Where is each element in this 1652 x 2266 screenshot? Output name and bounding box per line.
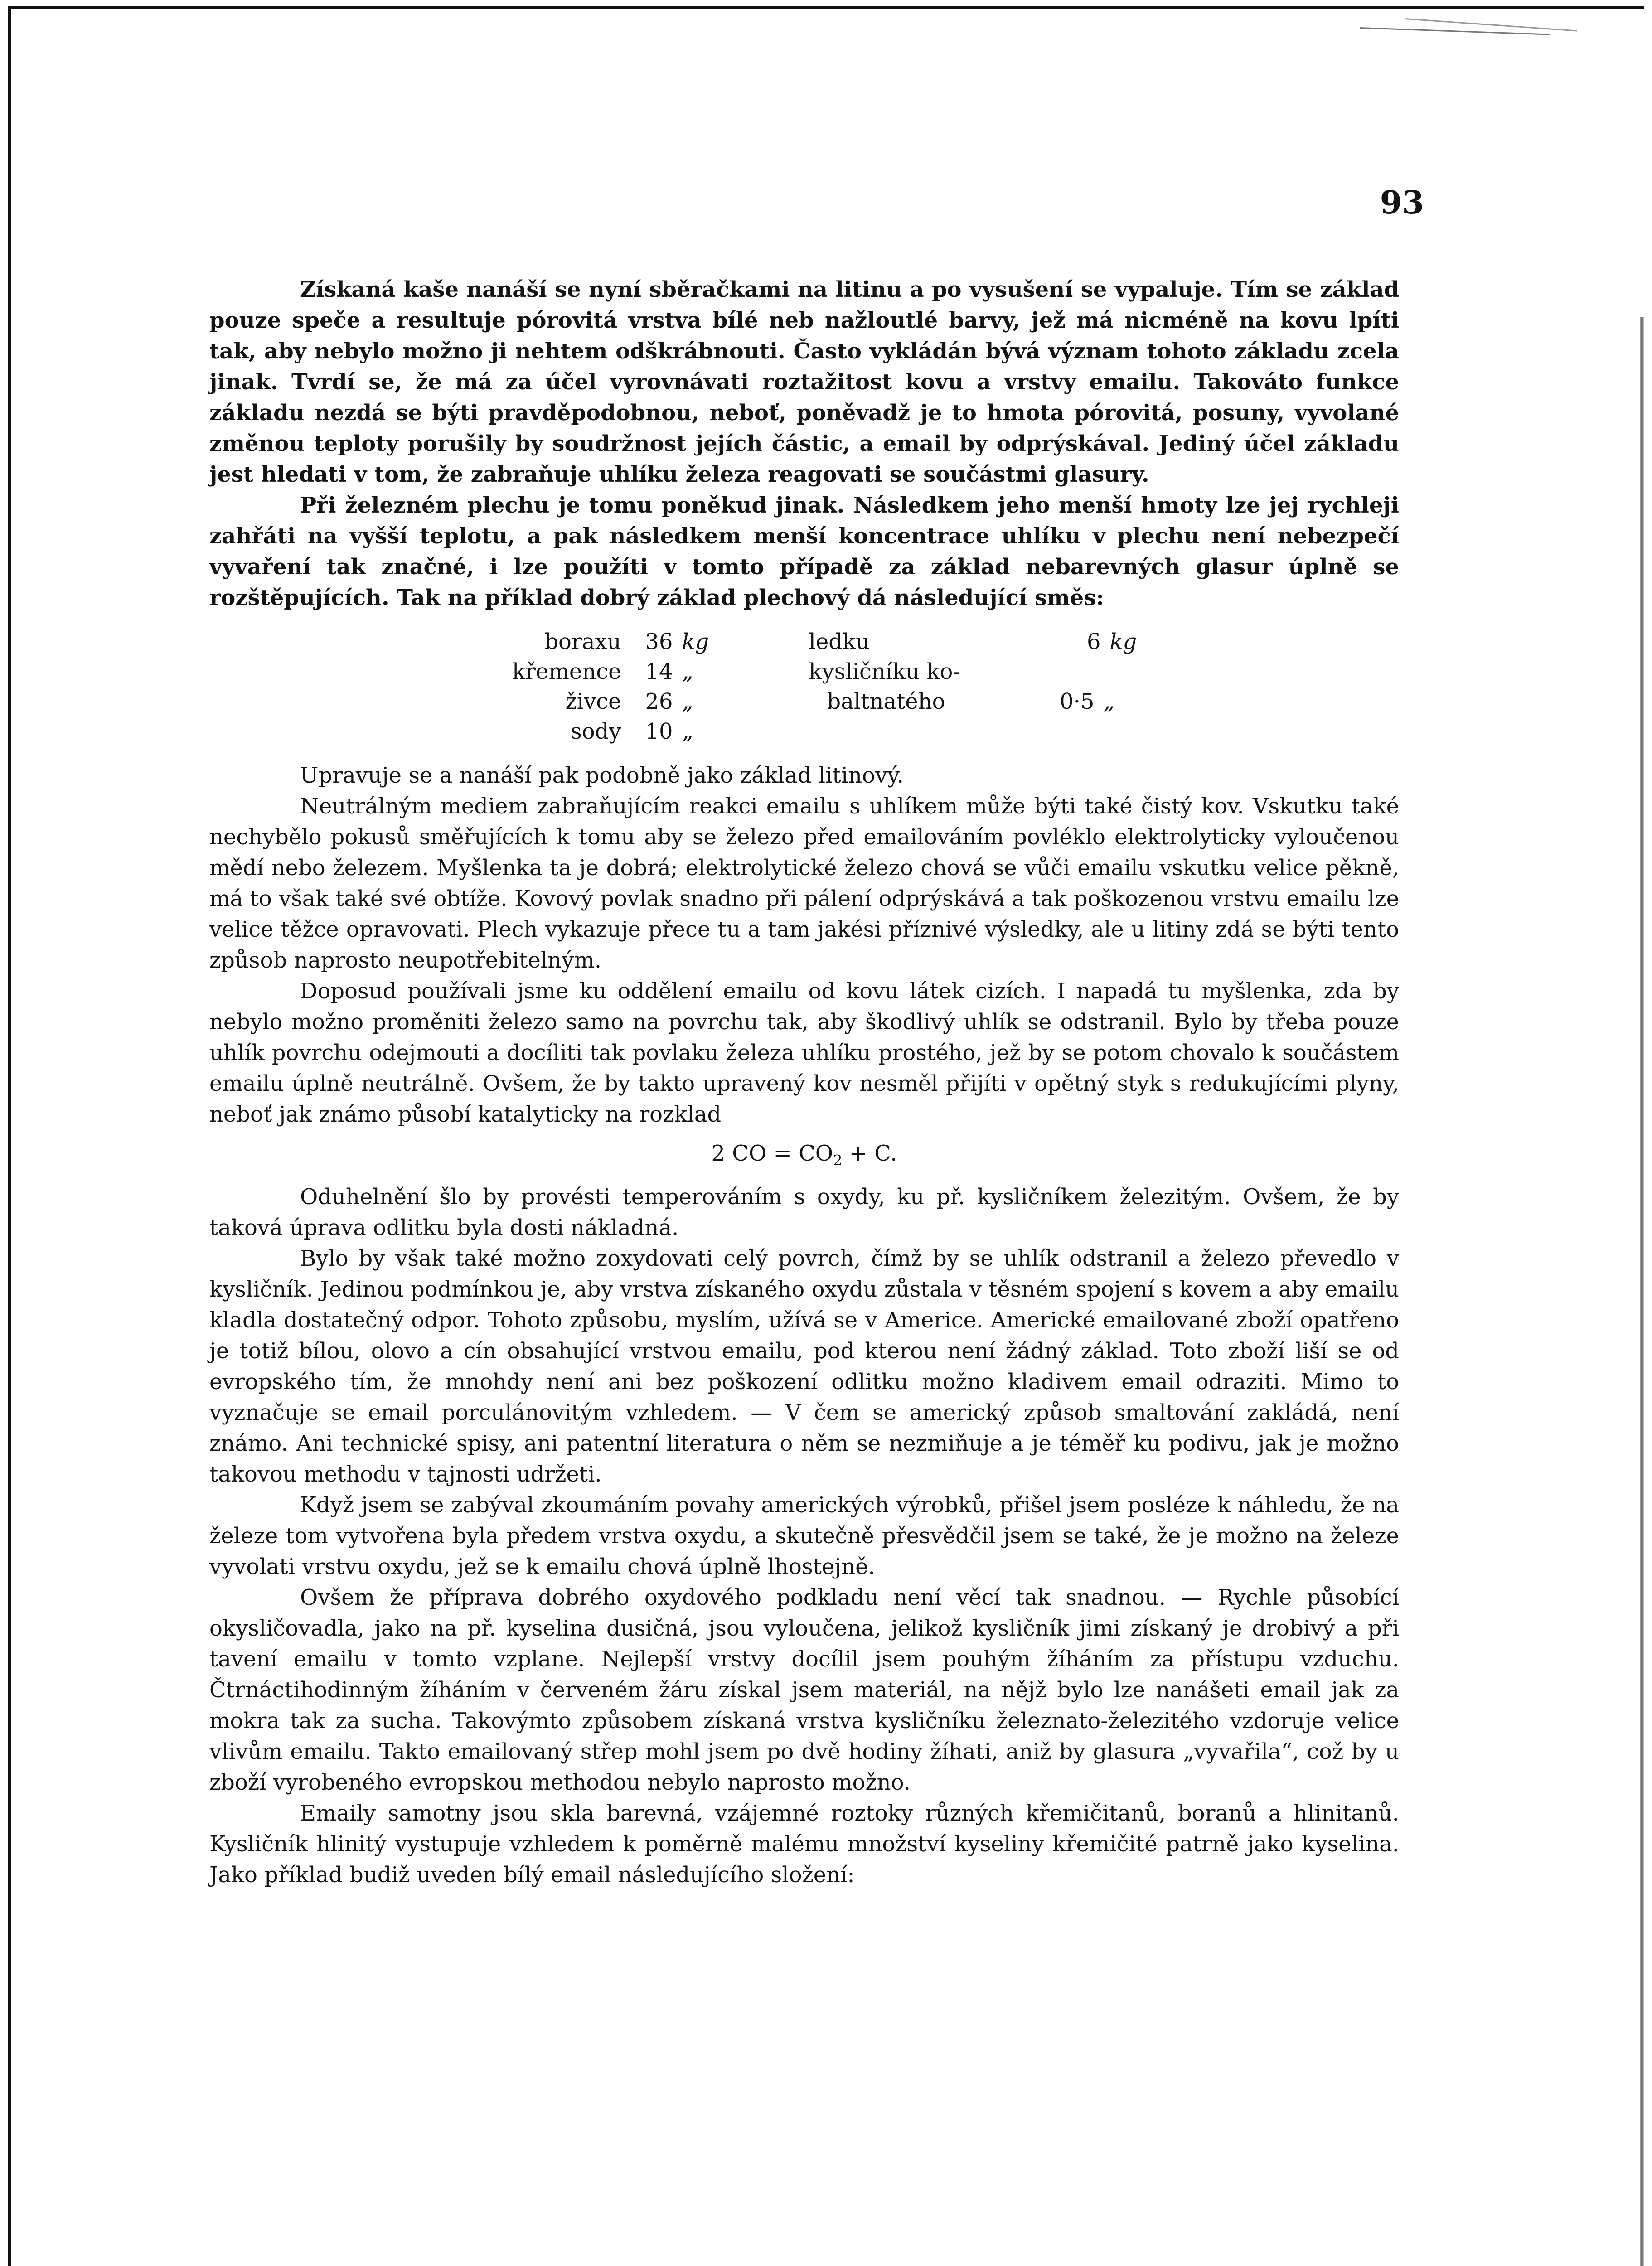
ingredient-unit: kg bbox=[682, 629, 709, 654]
composition-column-right bbox=[809, 627, 1137, 746]
paragraph: Ovšem že příprava dobrého oxydového podkladu není věcí tak snadnou. — Rychle působící okysličovadla, jako na př. kyselina dusičná, jsou vyloučena, jelikož kysličník jimi získaný je drobivý a při tavení emailu v tomto vzplane. Nejlepší vrstvy docílil jsem pouhým žíháním za přístupu vzduchu. Čtrnáctihodinným žíháním v červeném žáru získal jsem materiál, na nějž bylo lze nanášeti email jak za mokra tak za sucha. Takovýmto způsobem získaná vrstva kysličníku železnato-železitého vzdoruje velice vlivům emailu. Takto emailovaný střep mohl jsem po dvě hodiny žíhati, aniž by glasura „vyvařila“, což by u zboží vyrobeného evropskou methodou nebylo naprosto možno. bbox=[209, 1584, 1399, 1795]
ingredient-name: boraxu bbox=[544, 629, 621, 654]
composition-row bbox=[809, 627, 1137, 657]
ingredient-qty: 14 bbox=[645, 659, 673, 684]
composition-row bbox=[472, 717, 709, 746]
ingredient-name: sody bbox=[571, 719, 621, 744]
ingredient-unit: „ bbox=[682, 719, 693, 744]
composition-row bbox=[472, 627, 709, 657]
equation-subscript: 2 bbox=[833, 1152, 843, 1169]
ingredient-qty bbox=[1060, 657, 1110, 687]
page-body bbox=[209, 274, 1399, 1890]
composition-column-left bbox=[472, 627, 709, 746]
paragraph: Emaily samotny jsou skla barevná, vzájemné roztoky různých křemičitanů, boranů a hlinitanů. Kysličník hlinitý vystupuje vzhledem k poměrně malému množství kyseliny křemičité patrně jako kyselina. Jako příklad budiž uveden bílý email následujícího složení: bbox=[209, 1800, 1399, 1888]
ingredient-qty: 36 bbox=[645, 629, 673, 654]
paragraph: Bylo by však také možno zoxydovati celý povrch, čímž by se uhlík odstranil a železo převedlo v kysličník. Jedinou podmínkou je, aby vrstva získaného oxydu zůstala v těsném spojení s kovem a aby emailu kladla dostatečný odpor. Tohoto způsobu, myslím, užívá se v Americe. Americké emailované zboží opatřeno je totiž bílou, olovo a cín obsahující vrstvou emailu, pod kterou není žádný základ. Toto zboží liší se od evropského tím, že mnohdy není ani bez poškození odlitku možno kladivem email odraziti. Mimo to vyznačuje se email porculánovitým vzhledem. — V čem se americký způsob smaltování zakládá, není známo. Ani technické spisy, ani patentní literatura o něm se nezmiňuje a je téměř ku podivu, jak je možno takovou methodu v tajnosti udržeti. bbox=[209, 1245, 1399, 1487]
paragraph: Získaná kaše nanáší se nyní sběračkami na litinu a po vysušení se vypaluje. Tím se základ pouze speče a resultuje pórovitá vrstva bílé neb nažloutlé barvy, jež má nicméně na kovu lpíti tak, aby nebylo možno ji nehtem odškrábnouti. Často vykládán bývá význam tohoto základu zcela jinak. Tvrdí se, že má za účel vyrovnávati roztažitost kovu a vrstvy emailu. Takováto funkce základu nezdá se býti pravděpodobnou, neboť, poněvadž je to hmota pórovitá, posuny, vyvolané změnou teploty porušily by soudržnost jejích částic, a email by odprýskával. Jediný účel základu jest hledati v tom, že zabraňuje uhlíku železa reagovati se součástmi glasury. bbox=[209, 277, 1399, 487]
paragraph: Upravuje se a nanáší pak podobně jako základ litinový. bbox=[300, 763, 904, 788]
chemical-equation bbox=[209, 1138, 1399, 1176]
composition-row bbox=[809, 657, 1137, 687]
ingredient-unit: kg bbox=[1109, 629, 1137, 654]
scan-right-edge bbox=[1640, 317, 1644, 2266]
paragraph: Když jsem se zabýval zkoumáním povahy amerických výrobků, přišel jsem posléze k náhledu, že na železe tom vytvořena byla předem vrstva oxydu, a skutečně přesvědčil jsem se také, že je možno na železe vyvolati vrstvu oxydu, jež se k emailu chová úplně lhostejně. bbox=[209, 1492, 1399, 1579]
ingredient-qty: 0·5 bbox=[1060, 689, 1095, 714]
composition-row bbox=[472, 657, 709, 687]
ingredient-unit: „ bbox=[682, 659, 693, 684]
ingredient-name: kysličníku ko- bbox=[809, 659, 960, 684]
equation-lhs: 2 CO = CO bbox=[711, 1141, 833, 1166]
equation-rhs: + C. bbox=[842, 1141, 897, 1166]
ingredient-unit bbox=[1110, 657, 1137, 687]
ingredient-qty: 26 bbox=[645, 689, 673, 714]
paragraph: Neutrálným mediem zabraňujícím reakci emailu s uhlíkem může býti také čistý kov. Vskutku také nechybělo pokusů směřujících k tomu aby se železo před emailováním povléklo elektrolyticky vyloučenou mědí nebo železem. Myšlenka ta je dobrá; elektrolytické železo chová se vůči emailu vskutku velice pěkně, má to však také své obtíže. Kovový povlak snadno při pálení odprýskává a tak poškozenou vrstvu emailu lze velice těžce opravovati. Plech vykazuje přece tu a tam jakési příznivé výsledky, ale u litiny zdá se býti tento způsob naprosto neupotřebitelným. bbox=[209, 794, 1399, 973]
paragraph: Doposud používali jsme ku oddělení emailu od kovu látek cizích. I napadá tu myšlenka, zda by nebylo možno proměniti železo samo na povrchu tak, aby škodlivý uhlík se odstranil. Bylo by třeba pouze uhlík povrchu odejmouti a docíliti tak povlaku železa uhlíku prostého, jež by se potom chovalo k součástem emailu úplně neutrálně. Ovšem, že by takto upravený kov nesměl přijíti v opětný styk s redukujícími plyny, neboť jak známo působí katalyticky na rozklad bbox=[209, 978, 1399, 1127]
ingredient-name: ledku bbox=[809, 629, 870, 654]
paragraph: Oduhelnění šlo by provésti temperováním s oxydy, ku př. kysličníkem železitým. Ovšem, že by taková úprava odlitku byla dosti nákladná. bbox=[209, 1184, 1399, 1240]
ingredient-qty: 6 bbox=[1086, 629, 1101, 654]
composition-table bbox=[209, 627, 1399, 746]
ingredient-name: křemence bbox=[512, 659, 621, 684]
ingredient-name: živce bbox=[565, 689, 621, 714]
ingredient-qty: 10 bbox=[645, 719, 673, 744]
ingredient-unit: „ bbox=[1103, 689, 1115, 714]
paragraph: Při železném plechu je tomu poněkud jinak. Následkem jeho menší hmoty lze jej rychleji zahřáti na vyšší teplotu, a pak následkem menší koncentrace uhlíku v plechu není nebezpečí vyvaření tak značné, i lze použíti v tomto případě za základ nebarevných glasur úplně se rozštěpujících. Tak na příklad dobrý základ plechový dá následující směs: bbox=[209, 493, 1399, 610]
ingredient-unit: „ bbox=[682, 689, 693, 714]
composition-row bbox=[809, 687, 1137, 717]
ingredient-name: baltnatého bbox=[827, 689, 945, 714]
page-number: 93 bbox=[1380, 184, 1424, 221]
composition-row bbox=[472, 687, 709, 717]
